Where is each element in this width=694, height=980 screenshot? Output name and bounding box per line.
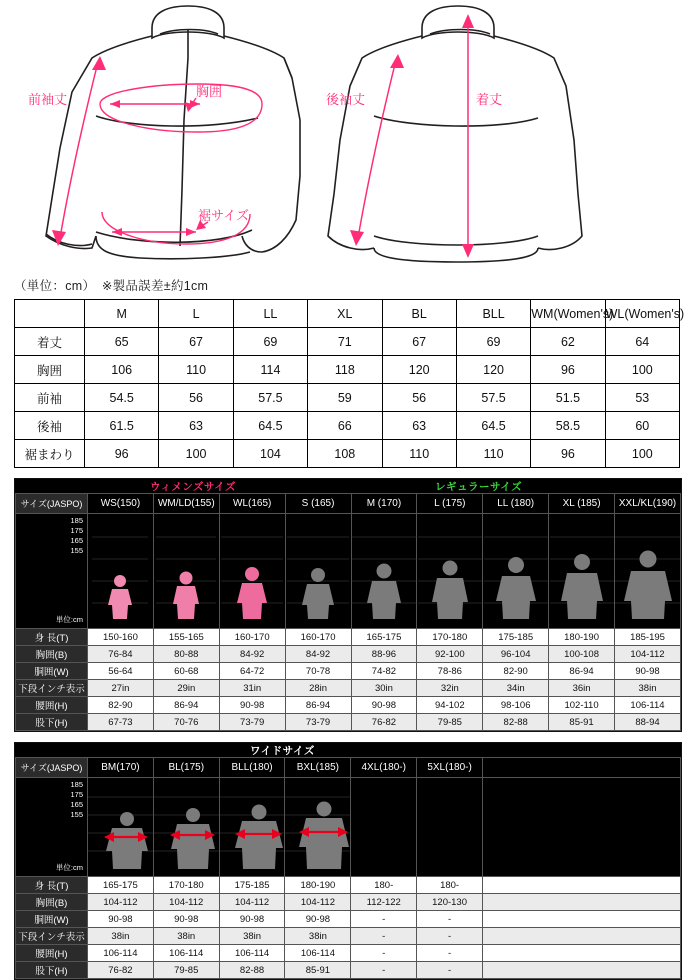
- chart2-label-inch: 下段インチ表示: [16, 928, 88, 945]
- cell: 76-84: [88, 646, 154, 663]
- silhouette-l: [417, 514, 483, 629]
- cell: 71: [308, 328, 382, 356]
- cell: 160-170: [219, 629, 285, 646]
- label-front-sleeve: 前袖丈: [28, 92, 68, 107]
- chart2-figure-row: [16, 778, 681, 877]
- row-label-front-sleeve: 前袖: [15, 384, 85, 412]
- cell: 82-90: [88, 697, 154, 714]
- chart2-label-height: 身 長(T): [16, 877, 88, 894]
- cell: 96: [531, 440, 605, 468]
- cell: 82-90: [483, 663, 549, 680]
- chart1-row-height: [16, 629, 681, 646]
- cell: 155-165: [153, 629, 219, 646]
- cell: 74-82: [351, 663, 417, 680]
- table-row: [15, 356, 680, 384]
- header-m: M: [85, 300, 159, 328]
- scale-mark: 175: [70, 526, 83, 535]
- cell: -: [417, 911, 483, 928]
- header-wm: WM(Women's): [531, 300, 605, 328]
- size-table: [14, 299, 685, 468]
- chart1-col-xxl: XXL/KL(190): [615, 494, 681, 514]
- table-row: [15, 412, 680, 440]
- chart1-corner-label: サイズ(JASPO): [16, 494, 88, 514]
- cell: -: [351, 911, 417, 928]
- cell: 57.5: [233, 384, 307, 412]
- silhouette-wl: [219, 514, 285, 629]
- chart1-header-row: [16, 494, 681, 514]
- cell: 118: [308, 356, 382, 384]
- cell: 86-94: [549, 663, 615, 680]
- chart1-table: [15, 493, 681, 731]
- cell: -: [417, 962, 483, 979]
- cell: 104-112: [285, 894, 351, 911]
- cell: 160-170: [285, 629, 351, 646]
- cell: [483, 962, 681, 979]
- chart2-row-inseam: [16, 962, 681, 979]
- header-bll: BLL: [456, 300, 530, 328]
- cell: 56-64: [88, 663, 154, 680]
- cell: 170-180: [417, 629, 483, 646]
- cell: 67-73: [88, 714, 154, 731]
- cell: 88-96: [351, 646, 417, 663]
- row-label-back-sleeve: 後袖: [15, 412, 85, 440]
- cell: 38in: [285, 928, 351, 945]
- label-back-sleeve: 後袖丈: [326, 92, 366, 107]
- chart2-table: [15, 757, 681, 979]
- cell: 170-180: [153, 877, 219, 894]
- cell: 104-112: [88, 894, 154, 911]
- cell: 96: [531, 356, 605, 384]
- cell: 30in: [351, 680, 417, 697]
- cell: 112-122: [351, 894, 417, 911]
- chart1-figure-row: [16, 514, 681, 629]
- chart2-empty-right: [483, 778, 681, 877]
- jacket-illustration: [0, 0, 694, 270]
- cell: 84-92: [219, 646, 285, 663]
- cell: 104-112: [615, 646, 681, 663]
- chart1-label-inseam: 股下(H): [16, 714, 88, 731]
- cell: 27in: [88, 680, 154, 697]
- cell: 100: [605, 440, 679, 468]
- chart1-col-ll: LL (180): [483, 494, 549, 514]
- cell: 120: [456, 356, 530, 384]
- cell: 88-94: [615, 714, 681, 731]
- chart1-col-wl: WL(165): [219, 494, 285, 514]
- cell: 56: [159, 384, 233, 412]
- header-xl: XL: [308, 300, 382, 328]
- cell: 100: [159, 440, 233, 468]
- cell: 76-82: [351, 714, 417, 731]
- group-label-womens: ウィメンズサイズ: [150, 481, 237, 493]
- cell: 36in: [549, 680, 615, 697]
- cell: -: [351, 945, 417, 962]
- group-label-wide: ワイドサイズ: [250, 745, 315, 757]
- row-label-hem: 裾まわり: [15, 440, 85, 468]
- header-corner: [15, 300, 85, 328]
- silhouette-bm: [88, 778, 154, 877]
- scale-mark: 185: [70, 516, 83, 525]
- cell: 85-91: [549, 714, 615, 731]
- chart2-label-inseam: 股下(H): [16, 962, 88, 979]
- cell: 31in: [219, 680, 285, 697]
- header-ll: LL: [233, 300, 307, 328]
- cell: 180-190: [285, 877, 351, 894]
- chart1-label-chest: 胸囲(B): [16, 646, 88, 663]
- chart2-corner-label: サイズ(JASPO): [16, 758, 88, 778]
- cell: 64.5: [233, 412, 307, 440]
- table-row: [15, 328, 680, 356]
- cell: 76-82: [88, 962, 154, 979]
- cell: 73-79: [219, 714, 285, 731]
- cell: 51.5: [531, 384, 605, 412]
- size-table-container: [0, 299, 694, 468]
- chart2-empty-5xl: [417, 778, 483, 877]
- chart1-label-waist: 胴囲(W): [16, 663, 88, 680]
- cell: 28in: [285, 680, 351, 697]
- cell: 180-190: [549, 629, 615, 646]
- cell: 38in: [88, 928, 154, 945]
- chart2-label-chest: 胸囲(B): [16, 894, 88, 911]
- cell: 70-78: [285, 663, 351, 680]
- cell: 180-: [417, 877, 483, 894]
- cell: 96: [85, 440, 159, 468]
- chart2-col-bl: BL(175): [153, 758, 219, 778]
- cell: 69: [233, 328, 307, 356]
- cell: 79-85: [153, 962, 219, 979]
- cell: 84-92: [285, 646, 351, 663]
- chart1-scale: [16, 514, 88, 629]
- group-label-regular: レギュラーサイズ: [435, 481, 523, 493]
- cell: 90-98: [153, 911, 219, 928]
- cell: 110: [159, 356, 233, 384]
- chart2-group-headers: [15, 743, 681, 757]
- jaspo-chart-regular: [14, 478, 682, 732]
- cell: 90-98: [219, 911, 285, 928]
- cell: 57.5: [456, 384, 530, 412]
- cell: 53: [605, 384, 679, 412]
- cell: 60-68: [153, 663, 219, 680]
- label-hem: 裾サイズ: [198, 208, 249, 223]
- cell: 69: [456, 328, 530, 356]
- cell: 65: [85, 328, 159, 356]
- cell: 32in: [417, 680, 483, 697]
- cell: 73-79: [285, 714, 351, 731]
- cell: 90-98: [88, 911, 154, 928]
- cell: 86-94: [285, 697, 351, 714]
- chart1-col-s: S (165): [285, 494, 351, 514]
- header-bl: BL: [382, 300, 456, 328]
- scale-mark: 185: [70, 780, 83, 789]
- cell: 106-114: [615, 697, 681, 714]
- chart2-col-bll: BLL(180): [219, 758, 285, 778]
- cell: 96-104: [483, 646, 549, 663]
- header-l: L: [159, 300, 233, 328]
- cell: 90-98: [285, 911, 351, 928]
- header-wl: WL(Women's): [605, 300, 679, 328]
- cell: 150-160: [88, 629, 154, 646]
- cell: 90-98: [219, 697, 285, 714]
- cell: 61.5: [85, 412, 159, 440]
- cell: 64-72: [219, 663, 285, 680]
- cell: 106-114: [153, 945, 219, 962]
- scale-mark: 155: [70, 810, 83, 819]
- chart2-col-bxl: BXL(185): [285, 758, 351, 778]
- cell: 63: [382, 412, 456, 440]
- cell: 104-112: [153, 894, 219, 911]
- cell: 110: [456, 440, 530, 468]
- chart1-row-inseam: [16, 714, 681, 731]
- silhouette-m: [351, 514, 417, 629]
- cell: 120: [382, 356, 456, 384]
- chart1-col-wm: WM/LD(155): [153, 494, 219, 514]
- chart1-row-hip: [16, 697, 681, 714]
- chart1-row-waist: [16, 663, 681, 680]
- cell: 185-195: [615, 629, 681, 646]
- cell: 64: [605, 328, 679, 356]
- chart2-col-4xl: 4XL(180-): [351, 758, 417, 778]
- cell: 80-88: [153, 646, 219, 663]
- cell: 60: [605, 412, 679, 440]
- cell: 175-185: [219, 877, 285, 894]
- silhouette-bll: [219, 778, 285, 877]
- cell: 106: [85, 356, 159, 384]
- cell: 38in: [153, 928, 219, 945]
- chart1-label-hip: 腰囲(H): [16, 697, 88, 714]
- cell: 106-114: [219, 945, 285, 962]
- chart1-group-headers: [15, 479, 681, 493]
- cell: 34in: [483, 680, 549, 697]
- silhouette-wm: [153, 514, 219, 629]
- cell: 58.5: [531, 412, 605, 440]
- cell: 92-100: [417, 646, 483, 663]
- chart2-row-waist: [16, 911, 681, 928]
- cell: 67: [382, 328, 456, 356]
- cell: 165-175: [88, 877, 154, 894]
- chart2-col-5xl: 5XL(180-): [417, 758, 483, 778]
- cell: 104-112: [219, 894, 285, 911]
- chart1-col-l: L (175): [417, 494, 483, 514]
- chart1-label-height: 身 長(T): [16, 629, 88, 646]
- table-header-row: [15, 300, 680, 328]
- cell: 106-114: [88, 945, 154, 962]
- cell: [483, 894, 681, 911]
- cell: 120-130: [417, 894, 483, 911]
- row-label-length: 着丈: [15, 328, 85, 356]
- chart1-scale-labels: [70, 516, 83, 556]
- silhouette-s: [285, 514, 351, 629]
- silhouette-bxl: [285, 778, 351, 877]
- chart2-label-hip: 腰囲(H): [16, 945, 88, 962]
- cell: 63: [159, 412, 233, 440]
- cell: 102-110: [549, 697, 615, 714]
- chart1-row-inch: [16, 680, 681, 697]
- cell: 108: [308, 440, 382, 468]
- cell: 82-88: [483, 714, 549, 731]
- chart2-row-hip: [16, 945, 681, 962]
- table-row: [15, 384, 680, 412]
- cell: 54.5: [85, 384, 159, 412]
- cell: 79-85: [417, 714, 483, 731]
- cell: 104: [233, 440, 307, 468]
- chart2-label-waist: 胴囲(W): [16, 911, 88, 928]
- label-chest: 胸囲: [196, 84, 223, 99]
- cell: 62: [531, 328, 605, 356]
- scale-mark: 165: [70, 536, 83, 545]
- chart1-col-ws: WS(150): [88, 494, 154, 514]
- cell: 59: [308, 384, 382, 412]
- cell: 165-175: [351, 629, 417, 646]
- unit-note: （単位：cm） ※製品誤差±約1cm: [14, 279, 209, 293]
- cell: 180-: [351, 877, 417, 894]
- cell: 64.5: [456, 412, 530, 440]
- scale-mark: 155: [70, 546, 83, 555]
- cell: 106-114: [285, 945, 351, 962]
- cell: [483, 945, 681, 962]
- table-row: [15, 440, 680, 468]
- cell: -: [417, 945, 483, 962]
- scale-mark: 165: [70, 800, 83, 809]
- chart1-row-chest: [16, 646, 681, 663]
- cell: 100-108: [549, 646, 615, 663]
- chart2-scale: [16, 778, 88, 877]
- chart1-col-m: M (170): [351, 494, 417, 514]
- silhouette-bl: [153, 778, 219, 877]
- cell: 70-76: [153, 714, 219, 731]
- chart1-unit: 単位:cm: [55, 615, 83, 624]
- cell: 67: [159, 328, 233, 356]
- cell: -: [417, 928, 483, 945]
- cell: 86-94: [153, 697, 219, 714]
- silhouette-xxl: [615, 514, 681, 629]
- chart2-row-chest: [16, 894, 681, 911]
- cell: 85-91: [285, 962, 351, 979]
- cell: -: [351, 962, 417, 979]
- cell: 38in: [615, 680, 681, 697]
- cell: 110: [382, 440, 456, 468]
- chart2-col-bm: BM(170): [88, 758, 154, 778]
- cell: 94-102: [417, 697, 483, 714]
- jaspo-chart-wide: [14, 742, 682, 980]
- chart2-unit: 単位:cm: [55, 863, 83, 872]
- cell: 82-88: [219, 962, 285, 979]
- silhouette-xl: [549, 514, 615, 629]
- scale-mark: 175: [70, 790, 83, 799]
- label-length: 着丈: [476, 92, 503, 107]
- chart2-col-empty: [483, 758, 681, 778]
- cell: 90-98: [351, 697, 417, 714]
- cell: 90-98: [615, 663, 681, 680]
- silhouette-ll: [483, 514, 549, 629]
- chart2-empty-4xl: [351, 778, 417, 877]
- cell: 98-106: [483, 697, 549, 714]
- cell: 66: [308, 412, 382, 440]
- cell: 114: [233, 356, 307, 384]
- row-label-chest: 胸囲: [15, 356, 85, 384]
- chart1-col-xl: XL (185): [549, 494, 615, 514]
- cell: [483, 911, 681, 928]
- cell: 175-185: [483, 629, 549, 646]
- cell: 56: [382, 384, 456, 412]
- cell: 38in: [219, 928, 285, 945]
- chart2-scale-labels: [70, 780, 83, 820]
- cell: [483, 928, 681, 945]
- cell: 29in: [153, 680, 219, 697]
- cell: 78-86: [417, 663, 483, 680]
- cell: [483, 877, 681, 894]
- chart2-row-inch: [16, 928, 681, 945]
- cell: 100: [605, 356, 679, 384]
- chart2-header-row: [16, 758, 681, 778]
- cell: -: [351, 928, 417, 945]
- chart1-label-inch: 下段インチ表示: [16, 680, 88, 697]
- chart2-row-height: [16, 877, 681, 894]
- silhouette-ws: [88, 514, 154, 629]
